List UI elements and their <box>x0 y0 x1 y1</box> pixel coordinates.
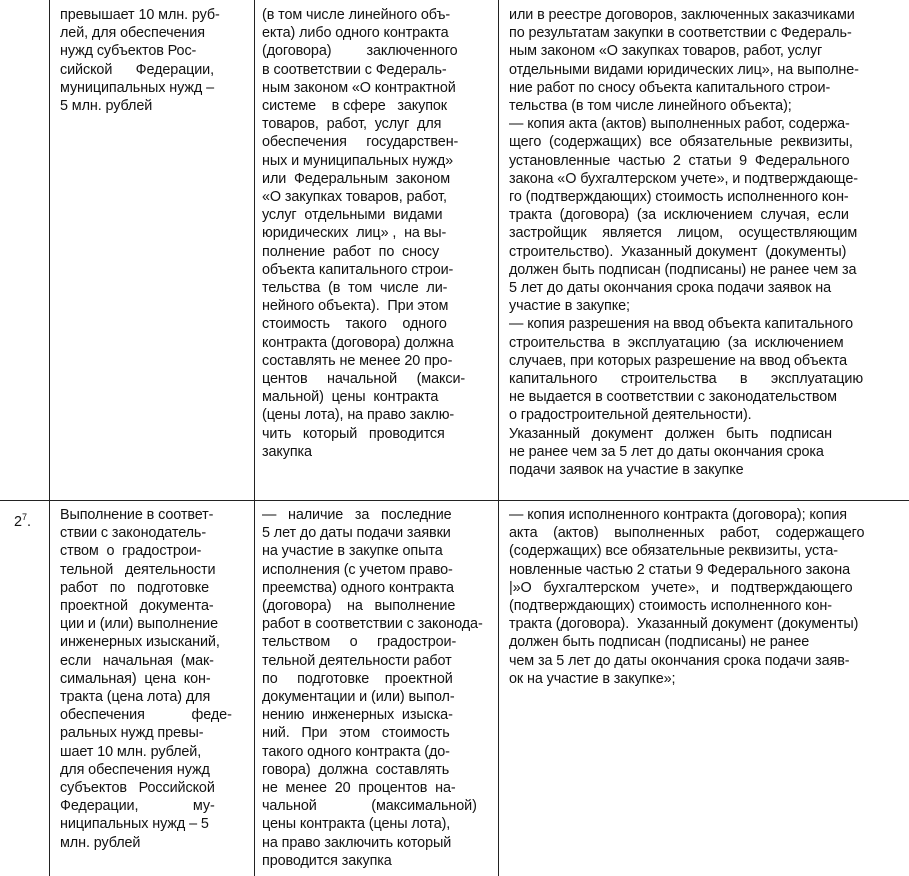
text-line: (цены лота), на право заклю- <box>262 407 455 424</box>
text-line: подачи заявок на участие в закупке <box>509 462 744 479</box>
text-line: должен быть подписан (подписаны) не ранее чем за <box>509 261 857 278</box>
text-line: ок на участие в закупке»; <box>509 670 676 687</box>
text-line: Выполнение в соответ- <box>60 507 214 523</box>
table-border-left <box>49 0 50 876</box>
text-line: на участие в закупке опыта <box>262 543 443 560</box>
text-line: работ в соответствии с законода- <box>262 616 483 633</box>
text-line: закона «О бухгалтерском учете», и подтверждающе- <box>509 170 858 187</box>
text-line: чем за 5 лет до даты окончания срока подачи заяв- <box>509 652 850 669</box>
text-line: тельством о градострои- <box>262 634 457 651</box>
text-line: ции и (или) выполнение <box>60 616 219 633</box>
text-line: (договора) заключенного <box>262 43 458 60</box>
text-line: такого одного контракта (до- <box>262 743 450 760</box>
text-line: составлять не менее 20 про- <box>262 352 453 369</box>
text-line: 5 млн. рублей <box>60 98 153 115</box>
text-line: системе в сфере закупок <box>262 98 447 115</box>
text-line: застройщик является лицом, осуществляющим <box>509 225 858 242</box>
text-line: тракта (цена лота) для <box>60 689 211 706</box>
text-line: по подготовке проектной <box>262 670 453 687</box>
text-line: ние работ по сносу объекта капитального строи- <box>509 79 831 96</box>
text-line: на право заключить который <box>262 834 452 851</box>
text-line: новленные частью 2 статьи 9 Федерального закона <box>509 561 851 578</box>
text-line: нейного объекта). При этом <box>262 298 449 315</box>
text-line: ством о градострои- <box>60 543 202 560</box>
text-line: шает 10 млн. рублей, <box>60 743 202 760</box>
text-line: не выдается в соответствии с законодательством <box>509 389 837 406</box>
text-line: Указанный документ должен быть подписан <box>509 425 833 442</box>
text-line: юридических лиц» , на вы- <box>262 225 447 242</box>
row2-number-main: 2 <box>14 514 23 530</box>
text-line: товаров, работ, услуг для <box>262 116 442 133</box>
text-line: исполнения (с учетом право- <box>262 561 453 578</box>
text-line: ральных нужд превы- <box>60 725 204 742</box>
text-line: — копия акта (актов) выполненных работ, содержа- <box>509 116 850 133</box>
text-line: ний. При этом стоимость <box>262 725 450 742</box>
row2-requirement-cell <box>262 506 483 870</box>
text-line: ным законом «О контрактной <box>262 79 456 96</box>
text-line: |»О бухгалтерском учете», и подтверждающего <box>509 579 853 596</box>
text-line: (подтверждающих) стоимость исполненного кон- <box>509 598 832 615</box>
text-line: — наличие за последние <box>262 507 452 523</box>
text-line: нению инженерных изыска- <box>262 707 453 724</box>
text-line: строительства в эксплуатацию (за исключением <box>509 334 844 351</box>
text-line: — копия исполненного контракта (договора); копия <box>509 507 847 523</box>
row2-criteria-cell <box>60 506 232 852</box>
text-line: чить который проводится <box>262 425 445 442</box>
text-line: симальная) цена кон- <box>60 670 211 687</box>
text-line: щего (содержащих) все обязательные реквизиты, <box>509 134 853 151</box>
text-line: ных и муниципальных нужд» <box>262 152 454 169</box>
text-line: лей, для обеспечения <box>60 25 205 42</box>
text-line: тельной деятельности <box>60 561 216 578</box>
text-line: 5 лет до даты подачи заявки <box>262 525 451 542</box>
row1-requirement-cell <box>262 6 465 461</box>
text-line: преемства) одного контракта <box>262 579 454 596</box>
text-line: контракта (договора) должна <box>262 334 454 351</box>
text-line: документации и (или) выпол- <box>262 689 455 706</box>
text-line: ниципальных нужд – 5 <box>60 816 209 833</box>
text-line: должен быть подписан (подписаны) не ранее <box>509 634 810 651</box>
text-line: цены контракта (цены лота), <box>262 816 451 833</box>
text-line: о градостроительной деятельности). <box>509 407 752 424</box>
text-line: ным законом «О закупках товаров, работ, услуг <box>509 43 823 60</box>
text-line: (договора) на выполнение <box>262 598 456 615</box>
text-line: обеспечения феде- <box>60 707 232 724</box>
text-line: не менее 20 процентов на- <box>262 780 456 797</box>
text-line: (содержащих) все обязательные реквизиты, уста- <box>509 543 838 560</box>
text-line: для обеспечения нужд <box>60 761 210 778</box>
row2-number-dot: . <box>27 514 32 530</box>
text-line: строительство). Указанный документ (документы) <box>509 243 847 260</box>
text-line: если начальная (мак- <box>60 652 214 669</box>
text-line: «О закупках товаров, работ, <box>262 189 447 206</box>
text-line: ствии с законодатель- <box>60 525 207 542</box>
text-line: тельства (в том числе линейного объекта); <box>509 98 792 115</box>
row2-number <box>14 508 31 531</box>
text-line: отдельными видами юридических лиц», на выполне- <box>509 61 859 78</box>
text-line: центов начальной (макси- <box>262 371 466 388</box>
text-line: обеспечения государствен- <box>262 134 459 151</box>
text-line: стоимость такого одного <box>262 316 447 333</box>
column-divider-1 <box>254 0 255 876</box>
text-line: по результатам закупки в соответствии с Федераль- <box>509 25 852 42</box>
text-line: тельства (в том числе ли- <box>262 280 448 297</box>
row2-documents-cell <box>509 506 864 688</box>
text-line: — копия разрешения на ввод объекта капитального <box>509 316 854 333</box>
row1-documents-cell <box>509 6 863 479</box>
text-line: сийской Федерации, <box>60 61 215 78</box>
text-line: капитального строительства в эксплуатацию <box>509 371 864 388</box>
text-line: Федерации, му- <box>60 798 215 815</box>
text-line: проводится закупка <box>262 852 392 869</box>
text-line: превышает 10 млн. руб- <box>60 7 220 23</box>
text-line: муниципальных нужд – <box>60 79 215 96</box>
text-line: тракта (договора). Указанный документ (документы) <box>509 616 859 633</box>
text-line: не ранее чем за 5 лет до даты окончания срока <box>509 443 824 460</box>
text-line: тракта (договора) (за исключением случая, если <box>509 207 849 224</box>
text-line: полнение работ по сносу <box>262 243 440 260</box>
text-line: инженерных изысканий, <box>60 634 220 651</box>
text-line: говора) должна составлять <box>262 761 450 778</box>
text-line: (в том числе линейного объ- <box>262 7 451 23</box>
row1-criteria-cell <box>60 6 220 115</box>
text-line: акта (актов) выполненных работ, содержащего <box>509 525 865 542</box>
text-line: или в реестре договоров, заключенных заказчиками <box>509 7 855 23</box>
text-line: екта) либо одного контракта <box>262 25 449 42</box>
text-line: случаев, при которых разрешение на ввод объекта <box>509 352 847 369</box>
text-line: или Федеральным законом <box>262 170 450 187</box>
text-line: в соответствии с Федераль- <box>262 61 447 78</box>
text-line: субъектов Российской <box>60 780 215 797</box>
text-line: участие в закупке; <box>509 298 630 315</box>
text-line: тельной деятельности работ <box>262 652 452 669</box>
text-line: нужд субъектов Рос- <box>60 43 197 60</box>
text-line: работ по подготовке <box>60 579 210 596</box>
text-line: млн. рублей <box>60 834 141 851</box>
column-divider-2 <box>498 0 499 876</box>
text-line: объекта капитального строи- <box>262 261 454 278</box>
text-line: 5 лет до даты окончания срока подачи заявок на <box>509 280 832 297</box>
row-divider <box>0 500 909 501</box>
row2-number-superscript: 7 <box>22 512 28 522</box>
text-line: чальной (максимальной) <box>262 798 477 815</box>
text-line: го (подтверждающих) стоимость исполненного кон- <box>509 189 849 206</box>
text-line: закупка <box>262 443 312 460</box>
text-line: мальной) цены контракта <box>262 389 439 406</box>
text-line: услуг отдельными видами <box>262 207 443 224</box>
text-line: проектной документа- <box>60 598 214 615</box>
text-line: установленные частью 2 статьи 9 Федерального <box>509 152 850 169</box>
